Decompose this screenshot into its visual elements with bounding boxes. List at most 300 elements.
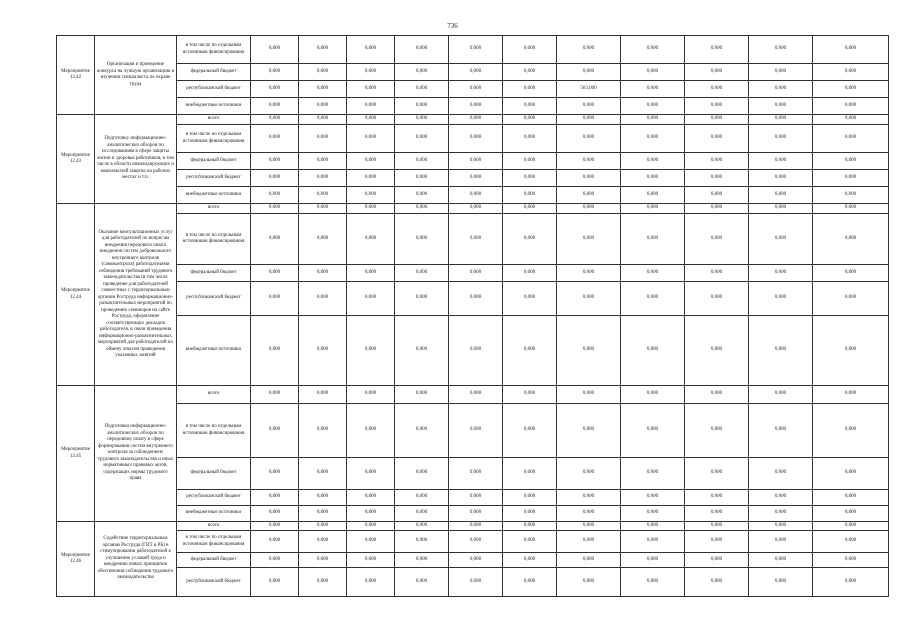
value-cell: 0,000 bbox=[749, 98, 813, 115]
funding-source: республиканский бюджет bbox=[177, 81, 251, 98]
value-cell: 0,000 bbox=[347, 458, 395, 490]
value-cell: 0,000 bbox=[749, 115, 813, 125]
value-cell: 0,000 bbox=[299, 531, 347, 553]
value-cell: 0,000 bbox=[685, 404, 749, 458]
value-cell: 0,000 bbox=[395, 282, 449, 316]
value-cell: 0,000 bbox=[299, 214, 347, 265]
value-cell: 0,000 bbox=[395, 522, 449, 531]
value-cell: 0,000 bbox=[557, 568, 621, 597]
value-cell: 0,000 bbox=[813, 187, 889, 204]
value-cell: 0,000 bbox=[813, 553, 889, 568]
budget-table bbox=[56, 35, 889, 597]
value-cell: 0,000 bbox=[449, 125, 503, 153]
value-cell: 0,000 bbox=[395, 386, 449, 404]
value-cell: 0,000 bbox=[685, 214, 749, 265]
measure-description: Подготовку информационно-аналитических обзоров по исследованиям в сфере защиты жизни и здоровья работников, в том числе в области инвалидирующих и комплексной защиты на рабочих местах и т.п. bbox=[95, 115, 177, 204]
value-cell: 0,000 bbox=[621, 36, 685, 64]
value-cell: 0,000 bbox=[395, 568, 449, 597]
value-cell: 0,000 bbox=[299, 458, 347, 490]
value-cell: 0,000 bbox=[685, 522, 749, 531]
value-cell: 0,000 bbox=[449, 531, 503, 553]
value-cell: 0,000 bbox=[449, 153, 503, 170]
value-cell: 0,000 bbox=[813, 506, 889, 522]
value-cell: 0,000 bbox=[347, 531, 395, 553]
value-cell: 0,000 bbox=[449, 553, 503, 568]
value-cell: 0,000 bbox=[503, 115, 557, 125]
table-row bbox=[57, 170, 889, 187]
value-cell: 0,000 bbox=[621, 204, 685, 214]
funding-source: всего bbox=[177, 204, 251, 214]
value-cell: 0,000 bbox=[299, 81, 347, 98]
value-cell: 0,000 bbox=[749, 553, 813, 568]
funding-source: республиканский бюджет bbox=[177, 282, 251, 316]
value-cell: 0,000 bbox=[449, 386, 503, 404]
funding-source: всего bbox=[177, 386, 251, 404]
table-row bbox=[57, 153, 889, 170]
value-cell: 0,000 bbox=[685, 98, 749, 115]
value-cell: 0,000 bbox=[395, 404, 449, 458]
value-cell: 0,000 bbox=[449, 98, 503, 115]
value-cell: 0,000 bbox=[813, 115, 889, 125]
value-cell: 0,000 bbox=[251, 125, 299, 153]
value-cell: 0,000 bbox=[813, 81, 889, 98]
value-cell: 0,000 bbox=[251, 386, 299, 404]
value-cell: 0,000 bbox=[449, 214, 503, 265]
value-cell: 0,000 bbox=[449, 568, 503, 597]
value-cell: 0,000 bbox=[449, 404, 503, 458]
value-cell: 0,000 bbox=[503, 316, 557, 386]
value-cell: 0,000 bbox=[299, 36, 347, 64]
value-cell: 0,000 bbox=[813, 404, 889, 458]
value-cell: 0,000 bbox=[557, 282, 621, 316]
value-cell: 0,000 bbox=[347, 204, 395, 214]
value-cell: 0,000 bbox=[749, 522, 813, 531]
value-cell: 0,000 bbox=[503, 98, 557, 115]
value-cell: 0,000 bbox=[347, 282, 395, 316]
value-cell: 0,000 bbox=[251, 170, 299, 187]
value-cell: 0,000 bbox=[813, 36, 889, 64]
value-cell: 0,000 bbox=[503, 64, 557, 81]
table-row bbox=[57, 64, 889, 81]
value-cell: 0,000 bbox=[557, 115, 621, 125]
value-cell: 0,000 bbox=[449, 522, 503, 531]
value-cell: 0,000 bbox=[557, 64, 621, 81]
value-cell: 0,000 bbox=[395, 458, 449, 490]
value-cell: 0,000 bbox=[395, 204, 449, 214]
value-cell: 0,000 bbox=[813, 170, 889, 187]
value-cell: 0,000 bbox=[621, 531, 685, 553]
value-cell: 0,000 bbox=[449, 490, 503, 506]
value-cell: 0,000 bbox=[395, 153, 449, 170]
value-cell: 0,000 bbox=[449, 81, 503, 98]
value-cell: 0,000 bbox=[449, 265, 503, 282]
value-cell: 0,000 bbox=[347, 522, 395, 531]
value-cell: 0,000 bbox=[347, 153, 395, 170]
value-cell: 0,000 bbox=[503, 81, 557, 98]
table-row bbox=[57, 490, 889, 506]
page-number: 736 bbox=[447, 22, 458, 30]
value-cell: 0,000 bbox=[749, 386, 813, 404]
table-row bbox=[57, 531, 889, 553]
value-cell: 0,000 bbox=[685, 265, 749, 282]
value-cell: 0,000 bbox=[557, 187, 621, 204]
value-cell: 0,000 bbox=[621, 115, 685, 125]
value-cell: 0,000 bbox=[557, 386, 621, 404]
value-cell: 0,000 bbox=[395, 187, 449, 204]
value-cell: 0,000 bbox=[395, 531, 449, 553]
value-cell: 0,000 bbox=[749, 316, 813, 386]
value-cell: 0,000 bbox=[347, 490, 395, 506]
value-cell: 0,000 bbox=[299, 98, 347, 115]
value-cell: 0,000 bbox=[347, 553, 395, 568]
value-cell: 0,000 bbox=[749, 404, 813, 458]
table-row bbox=[57, 568, 889, 597]
funding-source: внебюджетные источники bbox=[177, 316, 251, 386]
table-row bbox=[57, 36, 889, 64]
value-cell: 0,000 bbox=[749, 81, 813, 98]
value-cell: 0,000 bbox=[813, 98, 889, 115]
value-cell: 0,000 bbox=[813, 64, 889, 81]
value-cell: 0,000 bbox=[749, 531, 813, 553]
value-cell: 0,000 bbox=[557, 265, 621, 282]
funding-source: республиканский бюджет bbox=[177, 490, 251, 506]
value-cell: 0,000 bbox=[557, 553, 621, 568]
value-cell: 0,000 bbox=[347, 125, 395, 153]
value-cell: 0,000 bbox=[813, 153, 889, 170]
measure-id: Мероприятие 12.46 bbox=[57, 522, 95, 597]
table-row bbox=[57, 81, 889, 98]
value-cell: 0,000 bbox=[621, 458, 685, 490]
value-cell: 0,000 bbox=[395, 115, 449, 125]
value-cell: 0,000 bbox=[503, 187, 557, 204]
value-cell: 0,000 bbox=[749, 265, 813, 282]
value-cell: 0,000 bbox=[685, 490, 749, 506]
value-cell: 0,000 bbox=[813, 458, 889, 490]
measure-description: Оказание консультационных услуг для работодателей по вопросам внедрения передового опыта внедрения систем добровольного внутреннего контроля (самоконтроля) работодателями соблюдения требований трудового законодательства (в том числе проведение для работодателей совместных с территориальным органом Роструда информационно-разъяснительных мероприятий по проведению семинаров на сайте Роструда, оформление соответствующих докладов работодателя, в связи проведения информационно-разъяснительных мероприятий для работодателей по обмену опытом проведения указанных занятий bbox=[95, 204, 177, 386]
value-cell: 0,000 bbox=[251, 506, 299, 522]
value-cell: 0,000 bbox=[251, 153, 299, 170]
value-cell: 0,000 bbox=[299, 404, 347, 458]
value-cell: 0,000 bbox=[251, 531, 299, 553]
value-cell: 0,000 bbox=[347, 115, 395, 125]
table-row bbox=[57, 187, 889, 204]
funding-source: внебюджетные источники bbox=[177, 506, 251, 522]
table-row bbox=[57, 404, 889, 458]
table-row bbox=[57, 522, 889, 531]
value-cell: 0,000 bbox=[299, 386, 347, 404]
value-cell: 0,000 bbox=[503, 204, 557, 214]
measure-description: Подготовка информационно-аналитических обзоров по передовому опыту в сфере формирования систем внутреннего контроля за соблюдением трудового законодательства и иных нормативных правовых актов, содержащих нормы трудового права bbox=[95, 386, 177, 522]
value-cell: 0,000 bbox=[621, 404, 685, 458]
value-cell: 0,000 bbox=[685, 282, 749, 316]
value-cell: 0,000 bbox=[685, 36, 749, 64]
value-cell: 0,000 bbox=[621, 153, 685, 170]
value-cell: 0,000 bbox=[251, 98, 299, 115]
funding-source: внебюджетные источники bbox=[177, 187, 251, 204]
value-cell: 0,000 bbox=[395, 265, 449, 282]
value-cell: 0,000 bbox=[749, 125, 813, 153]
table-row bbox=[57, 458, 889, 490]
value-cell: 0,000 bbox=[299, 265, 347, 282]
table-row bbox=[57, 98, 889, 115]
value-cell: 0,000 bbox=[685, 153, 749, 170]
value-cell: 0,000 bbox=[557, 490, 621, 506]
value-cell: 0,000 bbox=[251, 458, 299, 490]
value-cell: 0,000 bbox=[813, 522, 889, 531]
table-row bbox=[57, 553, 889, 568]
value-cell: 0,000 bbox=[685, 531, 749, 553]
value-cell: 0,000 bbox=[347, 316, 395, 386]
value-cell: 0,000 bbox=[251, 81, 299, 98]
value-cell: 0,000 bbox=[749, 64, 813, 81]
value-cell: 0,000 bbox=[503, 553, 557, 568]
value-cell: 0,000 bbox=[251, 316, 299, 386]
value-cell: 0,000 bbox=[299, 187, 347, 204]
value-cell: 0,000 bbox=[347, 214, 395, 265]
value-cell: 0,000 bbox=[251, 568, 299, 597]
value-cell: 0,000 bbox=[503, 458, 557, 490]
value-cell: 0,000 bbox=[621, 506, 685, 522]
value-cell: 0,000 bbox=[251, 64, 299, 81]
value-cell: 0,000 bbox=[685, 316, 749, 386]
value-cell: 0,000 bbox=[557, 531, 621, 553]
value-cell: 0,000 bbox=[749, 36, 813, 64]
table-row bbox=[57, 282, 889, 316]
value-cell: 0,000 bbox=[347, 506, 395, 522]
value-cell: 0,000 bbox=[299, 115, 347, 125]
value-cell: 0,000 bbox=[347, 81, 395, 98]
value-cell: 0,000 bbox=[347, 187, 395, 204]
value-cell: 0,000 bbox=[685, 170, 749, 187]
value-cell: 0,000 bbox=[685, 115, 749, 125]
value-cell: 503,000 bbox=[557, 81, 621, 98]
value-cell: 0,000 bbox=[621, 282, 685, 316]
value-cell: 0,000 bbox=[813, 204, 889, 214]
value-cell: 0,000 bbox=[557, 204, 621, 214]
value-cell: 0,000 bbox=[749, 490, 813, 506]
table-row bbox=[57, 506, 889, 522]
value-cell: 0,000 bbox=[299, 506, 347, 522]
value-cell: 0,000 bbox=[449, 282, 503, 316]
value-cell: 0,000 bbox=[557, 125, 621, 153]
value-cell: 0,000 bbox=[557, 506, 621, 522]
funding-source: в том числе по отдельным источникам финансирования bbox=[177, 404, 251, 458]
value-cell: 0,000 bbox=[557, 170, 621, 187]
value-cell: 0,000 bbox=[299, 170, 347, 187]
value-cell: 0,000 bbox=[449, 36, 503, 64]
value-cell: 0,000 bbox=[621, 316, 685, 386]
funding-source: федеральный бюджет bbox=[177, 265, 251, 282]
value-cell: 0,000 bbox=[749, 282, 813, 316]
value-cell: 0,000 bbox=[749, 506, 813, 522]
value-cell: 0,000 bbox=[503, 490, 557, 506]
value-cell: 0,000 bbox=[621, 214, 685, 265]
value-cell: 0,000 bbox=[395, 36, 449, 64]
value-cell: 0,000 bbox=[299, 568, 347, 597]
value-cell: 0,000 bbox=[395, 98, 449, 115]
value-cell: 0,000 bbox=[813, 125, 889, 153]
value-cell: 0,000 bbox=[299, 522, 347, 531]
value-cell: 0,000 bbox=[621, 98, 685, 115]
value-cell: 0,000 bbox=[621, 265, 685, 282]
value-cell: 0,000 bbox=[251, 36, 299, 64]
value-cell: 0,000 bbox=[449, 170, 503, 187]
value-cell: 0,000 bbox=[503, 404, 557, 458]
value-cell: 0,000 bbox=[813, 531, 889, 553]
value-cell: 0,000 bbox=[299, 204, 347, 214]
value-cell: 0,000 bbox=[813, 316, 889, 386]
value-cell: 0,000 bbox=[685, 386, 749, 404]
value-cell: 0,000 bbox=[251, 214, 299, 265]
value-cell: 0,000 bbox=[503, 153, 557, 170]
value-cell: 0,000 bbox=[449, 64, 503, 81]
funding-source: всего bbox=[177, 522, 251, 531]
value-cell: 0,000 bbox=[347, 386, 395, 404]
value-cell: 0,000 bbox=[685, 125, 749, 153]
value-cell: 0,000 bbox=[251, 282, 299, 316]
value-cell: 0,000 bbox=[557, 458, 621, 490]
measure-id: Мероприятие 12.44 bbox=[57, 204, 95, 386]
value-cell: 0,000 bbox=[503, 386, 557, 404]
value-cell: 0,000 bbox=[299, 153, 347, 170]
value-cell: 0,000 bbox=[395, 490, 449, 506]
value-cell: 0,000 bbox=[449, 115, 503, 125]
funding-source: республиканский бюджет bbox=[177, 568, 251, 597]
funding-source: всего bbox=[177, 115, 251, 125]
value-cell: 0,000 bbox=[813, 282, 889, 316]
value-cell: 0,000 bbox=[347, 64, 395, 81]
value-cell: 0,000 bbox=[449, 316, 503, 386]
value-cell: 0,000 bbox=[621, 568, 685, 597]
funding-source: в том числе по отдельным источникам финансирования bbox=[177, 531, 251, 553]
table-row bbox=[57, 316, 889, 386]
value-cell: 0,000 bbox=[395, 125, 449, 153]
value-cell: 0,000 bbox=[347, 98, 395, 115]
value-cell: 0,000 bbox=[395, 506, 449, 522]
value-cell: 0,000 bbox=[685, 187, 749, 204]
value-cell: 0,000 bbox=[557, 316, 621, 386]
value-cell: 0,000 bbox=[503, 170, 557, 187]
value-cell: 0,000 bbox=[685, 64, 749, 81]
value-cell: 0,000 bbox=[557, 36, 621, 64]
value-cell: 0,000 bbox=[813, 265, 889, 282]
value-cell: 0,000 bbox=[621, 81, 685, 98]
value-cell: 0,000 bbox=[621, 170, 685, 187]
value-cell: 0,000 bbox=[621, 125, 685, 153]
funding-source: в том числе по отдельным источникам финансирования bbox=[177, 125, 251, 153]
value-cell: 0,000 bbox=[749, 458, 813, 490]
table-row bbox=[57, 386, 889, 404]
value-cell: 0,000 bbox=[251, 522, 299, 531]
value-cell: 0,000 bbox=[503, 265, 557, 282]
funding-source: внебюджетные источники bbox=[177, 98, 251, 115]
value-cell: 0,000 bbox=[449, 204, 503, 214]
value-cell: 0,000 bbox=[557, 153, 621, 170]
funding-source: в том числе по отдельным источникам финансирования bbox=[177, 214, 251, 265]
value-cell: 0,000 bbox=[347, 404, 395, 458]
value-cell: 0,000 bbox=[557, 98, 621, 115]
value-cell: 0,000 bbox=[503, 531, 557, 553]
value-cell: 0,000 bbox=[299, 553, 347, 568]
value-cell: 0,000 bbox=[749, 214, 813, 265]
value-cell: 0,000 bbox=[557, 404, 621, 458]
value-cell: 0,000 bbox=[449, 506, 503, 522]
value-cell: 0,000 bbox=[685, 458, 749, 490]
value-cell: 0,000 bbox=[503, 214, 557, 265]
value-cell: 0,000 bbox=[395, 64, 449, 81]
value-cell: 0,000 bbox=[685, 553, 749, 568]
table-row bbox=[57, 214, 889, 265]
value-cell: 0,000 bbox=[251, 490, 299, 506]
value-cell: 0,000 bbox=[813, 568, 889, 597]
measure-id: Мероприятие 12.45 bbox=[57, 386, 95, 522]
value-cell: 0,000 bbox=[395, 81, 449, 98]
funding-source: федеральный бюджет bbox=[177, 153, 251, 170]
value-cell: 0,000 bbox=[347, 265, 395, 282]
value-cell: 0,000 bbox=[557, 522, 621, 531]
measure-id: Мероприятие 12.43 bbox=[57, 115, 95, 204]
value-cell: 0,000 bbox=[395, 170, 449, 187]
value-cell: 0,000 bbox=[685, 81, 749, 98]
value-cell: 0,000 bbox=[503, 125, 557, 153]
value-cell: 0,000 bbox=[749, 153, 813, 170]
value-cell: 0,000 bbox=[621, 187, 685, 204]
value-cell: 0,000 bbox=[251, 204, 299, 214]
value-cell: 0,000 bbox=[251, 553, 299, 568]
measure-description: Содействие территориальным органам Роструда (ГИТ в РБ) в стимулировании работодателей к улучшению условий труда и внедрению новых принципов обеспечения соблюдения трудового законодательства bbox=[95, 522, 177, 597]
value-cell: 0,000 bbox=[299, 125, 347, 153]
table-row bbox=[57, 204, 889, 214]
value-cell: 0,000 bbox=[299, 316, 347, 386]
funding-source: в том числе по отдельным источникам финансирования bbox=[177, 36, 251, 64]
value-cell: 0,000 bbox=[621, 490, 685, 506]
value-cell: 0,000 bbox=[749, 204, 813, 214]
value-cell: 0,000 bbox=[503, 506, 557, 522]
value-cell: 0,000 bbox=[749, 187, 813, 204]
value-cell: 0,000 bbox=[251, 265, 299, 282]
value-cell: 0,000 bbox=[621, 64, 685, 81]
value-cell: 0,000 bbox=[503, 522, 557, 531]
value-cell: 0,000 bbox=[251, 404, 299, 458]
value-cell: 0,000 bbox=[251, 187, 299, 204]
funding-source: федеральный бюджет bbox=[177, 553, 251, 568]
value-cell: 0,000 bbox=[685, 204, 749, 214]
value-cell: 0,000 bbox=[503, 36, 557, 64]
value-cell: 0,000 bbox=[813, 490, 889, 506]
value-cell: 0,000 bbox=[749, 568, 813, 597]
value-cell: 0,000 bbox=[299, 282, 347, 316]
value-cell: 0,000 bbox=[685, 568, 749, 597]
funding-source: федеральный бюджет bbox=[177, 458, 251, 490]
value-cell: 0,000 bbox=[557, 214, 621, 265]
value-cell: 0,000 bbox=[347, 568, 395, 597]
measure-id: Мероприятие 12.42 bbox=[57, 36, 95, 115]
value-cell: 0,000 bbox=[813, 386, 889, 404]
value-cell: 0,000 bbox=[395, 214, 449, 265]
value-cell: 0,000 bbox=[685, 506, 749, 522]
value-cell: 0,000 bbox=[347, 36, 395, 64]
value-cell: 0,000 bbox=[449, 458, 503, 490]
funding-source: федеральный бюджет bbox=[177, 64, 251, 81]
value-cell: 0,000 bbox=[813, 214, 889, 265]
value-cell: 0,000 bbox=[299, 64, 347, 81]
value-cell: 0,000 bbox=[347, 170, 395, 187]
value-cell: 0,000 bbox=[395, 316, 449, 386]
value-cell: 0,000 bbox=[503, 568, 557, 597]
value-cell: 0,000 bbox=[395, 553, 449, 568]
value-cell: 0,000 bbox=[449, 187, 503, 204]
table-row bbox=[57, 125, 889, 153]
